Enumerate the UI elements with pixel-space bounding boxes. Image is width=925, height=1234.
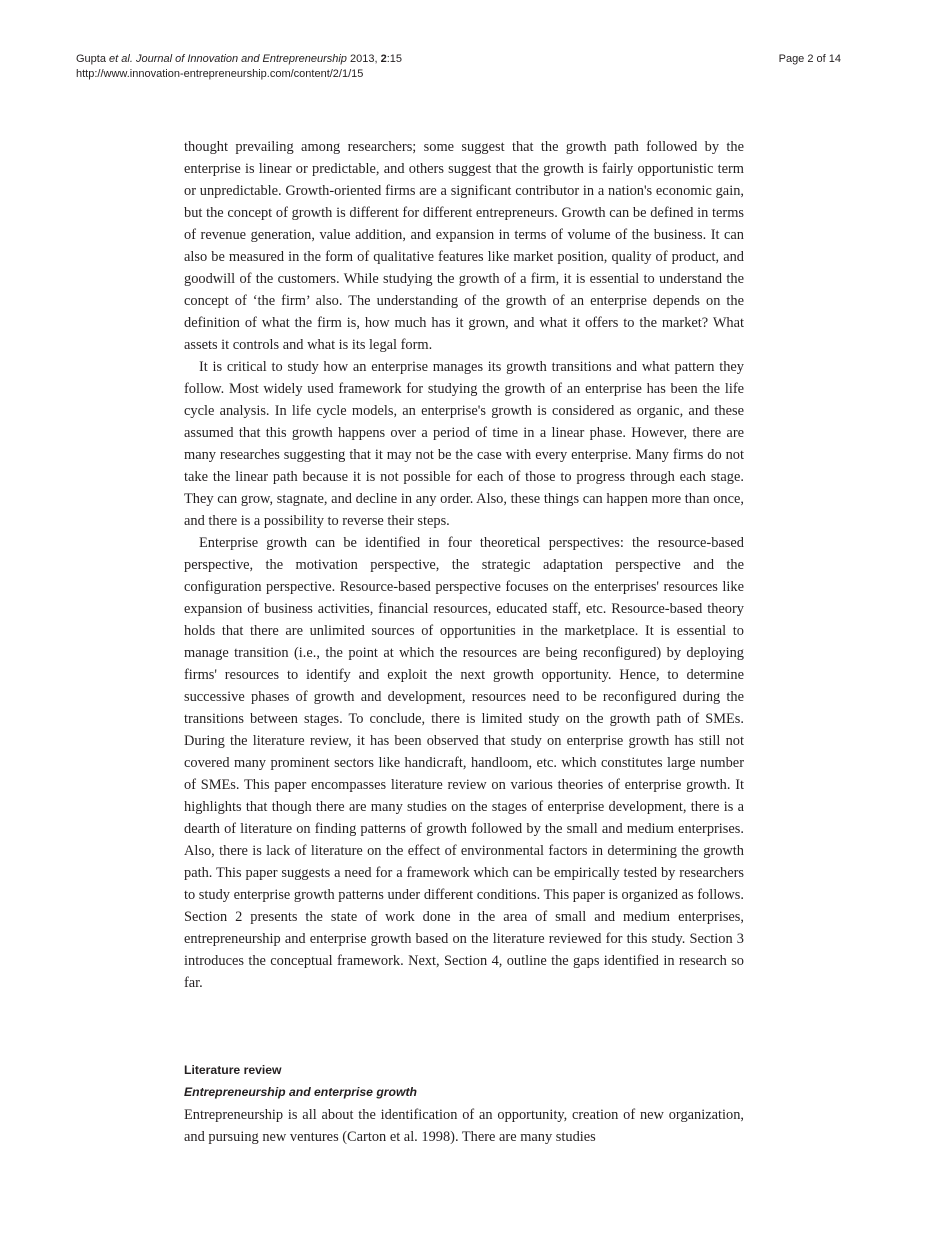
paragraph-4: Entrepreneurship is all about the identification of an opportunity, creation of new organization, and pursuing new ventures (Carton et al. 1998). There are many studies [184, 1107, 744, 1145]
header-volume: 2 [380, 53, 387, 65]
subsection-heading: Entrepreneurship and enterprise growth [184, 1085, 417, 1099]
header-article: :15 [386, 53, 403, 65]
literature-body [184, 1104, 744, 1148]
page-number: Page 2 of 14 [778, 53, 841, 65]
header-year: 2013, [350, 53, 378, 65]
section-heading: Literature review [184, 1063, 282, 1077]
header-url[interactable]: http://www.innovation-entrepreneurship.com/content/2/1/15 [76, 68, 364, 80]
running-header [76, 52, 841, 82]
header-authors: Gupta [76, 53, 106, 65]
header-journal: Journal of Innovation and Entrepreneurship [135, 53, 347, 65]
header-et-al: et al. [109, 53, 133, 65]
paragraph-2: It is critical to study how an enterprise manages its growth transitions and what pattern they follow. Most widely used framework for studying the growth of an enterprise has been the life cycle analysis. In life cycle models, an enterprise's growth is considered as organic, and these assumed that this growth happens over a period of time in a linear phase. However, there are many researches suggesting that it may not be the case with every enterprise. Many firms do not take the linear path because it is not possible for each of those to progress through each stage. They can grow, stagnate, and decline in any order. Also, these things can happen more than once, and there is a possibility to reverse their steps. [184, 359, 744, 529]
citation-line [76, 52, 402, 67]
paragraph-1: thought prevailing among researchers; some suggest that the growth path followed by the enterprise is linear or predictable, and others suggest that the growth is fairly opportunistic term or unpredictable. Growth-oriented firms are a significant contributor in a nation's economic gain, but the concept of growth is different for different entrepreneurs. Growth can be defined in terms of revenue generation, value addition, and expansion in terms of volume of the business. It can also be measured in the form of qualitative features like market position, quality of product, and goodwill of the customers. While studying the growth of a firm, it is essential to understand the concept of ‘the firm’ also. The understanding of the growth of an enterprise depends on the definition of what the firm is, how much has it grown, and what it offers to the market? What assets it controls and what is its legal form. [184, 139, 744, 353]
paragraph-3: Enterprise growth can be identified in four theoretical perspectives: the resource-based perspective, the motivation perspective, the strategic adaptation perspective and the configuration perspective. Resource-based perspective focuses on the enterprises' resources like expansion of business activities, financial resources, educated staff, etc. Resource-based theory holds that there are unlimited sources of opportunities in the marketplace. It is essential to manage transition (i.e., the point at which the resources are being reconfigured) by deploying firms' resources to identify and exploit the next growth opportunity. Hence, to determine successive phases of growth and development, resources need to be reconfigured during the transitions between stages. To conclude, there is limited study on the growth path of SMEs. During the literature review, it has been observed that study on enterprise growth has still not covered many prominent sectors like handicraft, handloom, etc. which constitutes large number of SMEs. This paper encompasses literature review on various theories of enterprise growth. It highlights that though there are many studies on the stages of enterprise development, there is a dearth of literature on finding patterns of growth followed by the small and medium enterprises. Also, there is lack of literature on the effect of environmental factors in determining the growth path. This paper suggests a need for a framework which can be empirically tested by researchers to study enterprise growth patterns under different conditions. This paper is organized as follows. Section 2 presents the state of work done in the area of small and medium enterprises, entrepreneurship and enterprise growth based on the literature reviewed for this study. Section 3 introduces the conceptual framework. Next, Section 4, outline the gaps identified in research so far. [184, 535, 744, 991]
article-body [184, 136, 744, 994]
